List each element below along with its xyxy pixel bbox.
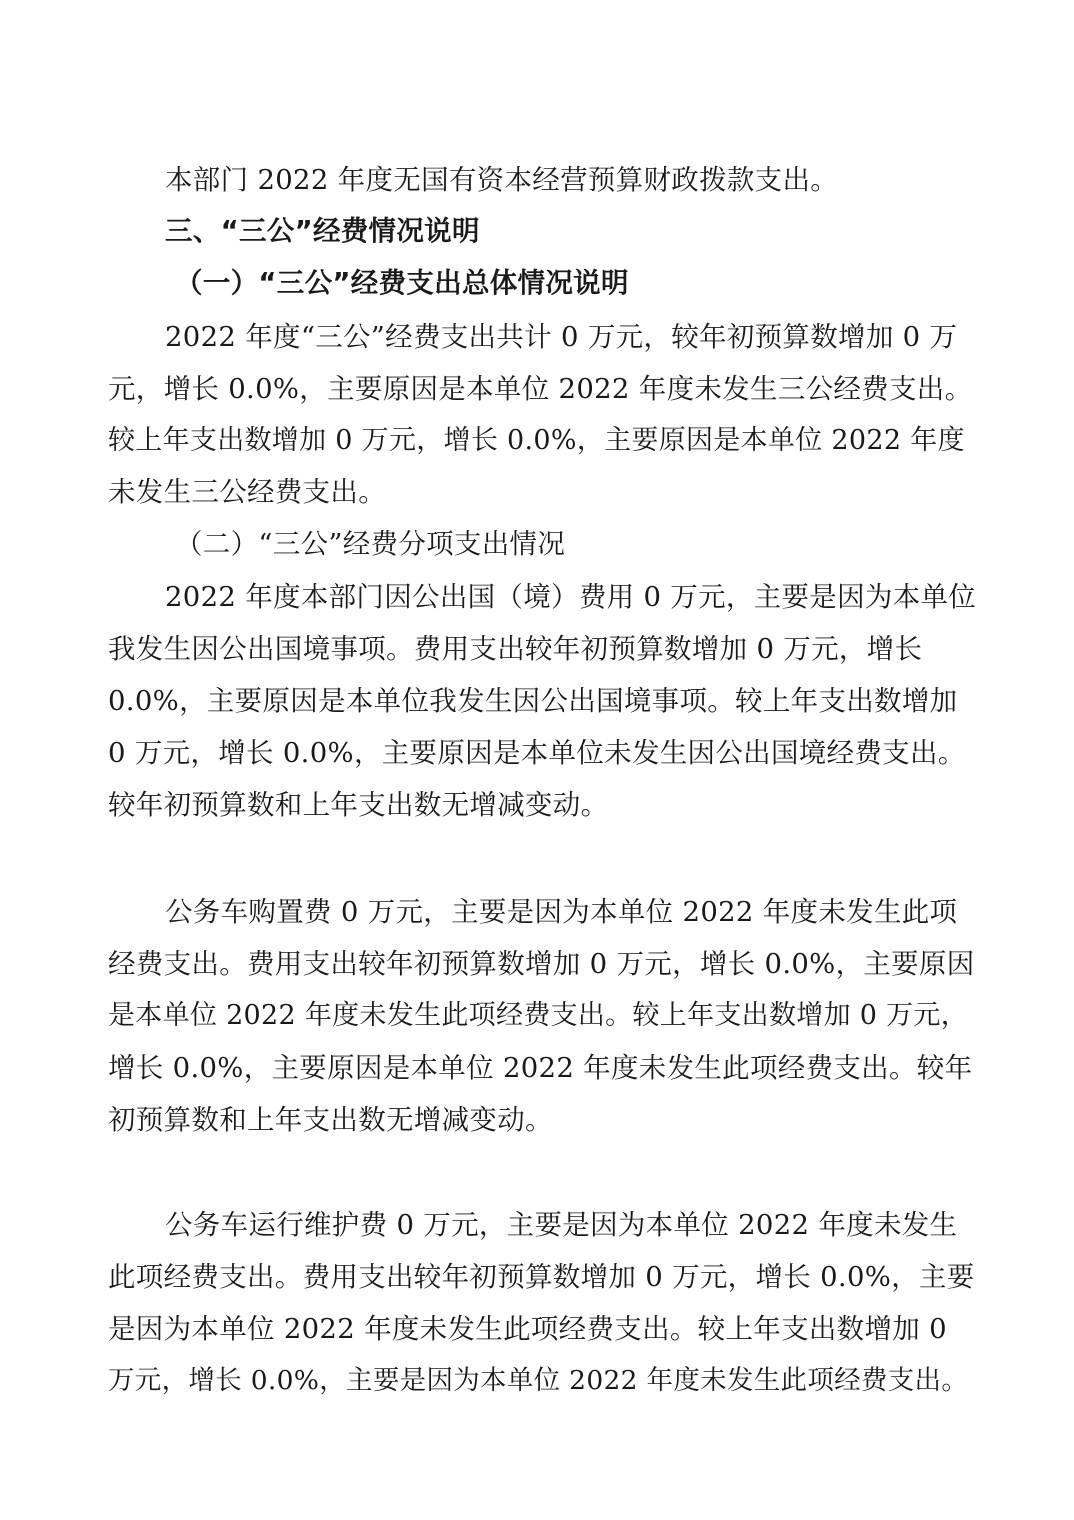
paragraph-line: 2022 年度本部门因公出国（境）费用 0 万元，主要是因为本单位 bbox=[165, 581, 977, 613]
paragraph-line: 初预算数和上年支出数无增减变动。 bbox=[108, 1104, 553, 1136]
paragraph-line: 元，增长 0.0%，主要原因是本单位 2022 年度未发生三公经费支出。 bbox=[108, 373, 973, 405]
paragraph-line: 万元，增长 0.0%，主要是因为本单位 2022 年度未发生此项经费支出。 bbox=[108, 1365, 969, 1396]
paragraph-line: 0 万元，增长 0.0%，主要原因是本单位未发生因公出国境经费支出。 bbox=[108, 737, 966, 769]
subsection-heading: （一）“三公”经费支出总体情况说明 bbox=[175, 267, 629, 299]
paragraph-line: 2022 年度“三公”经费支出共计 0 万元，较年初预算数增加 0 万 bbox=[165, 321, 958, 353]
paragraph-line: 我发生因公出国境事项。费用支出较年初预算数增加 0 万元，增长 bbox=[108, 633, 923, 665]
paragraph-line: 较年初预算数和上年支出数无增减变动。 bbox=[108, 789, 609, 821]
subsection-heading: （二）“三公”经费分项支出情况 bbox=[175, 528, 566, 560]
paragraph-line: 未发生三公经费支出。 bbox=[108, 476, 386, 508]
paragraph-line: 经费支出。费用支出较年初预算数增加 0 万元，增长 0.0%，主要原因 bbox=[108, 948, 975, 980]
paragraph-line: 是因为本单位 2022 年度未发生此项经费支出。较上年支出数增加 0 bbox=[108, 1313, 947, 1345]
paragraph-line: 是本单位 2022 年度未发生此项经费支出。较上年支出数增加 0 万元， bbox=[108, 1000, 969, 1031]
paragraph-line: 公务车购置费 0 万元，主要是因为本单位 2022 年度未发生此项 bbox=[165, 896, 958, 928]
paragraph-line: 此项经费支出。费用支出较年初预算数增加 0 万元，增长 0.0%，主要 bbox=[108, 1261, 975, 1293]
section-heading: 三、“三公”经费情况说明 bbox=[165, 215, 480, 247]
paragraph-line: 较上年支出数增加 0 万元，增长 0.0%，主要原因是本单位 2022 年度 bbox=[108, 425, 965, 456]
paragraph-line: 本部门 2022 年度无国有资本经营预算财政拨款支出。 bbox=[165, 164, 839, 196]
paragraph-line: 公务车运行维护费 0 万元，主要是因为本单位 2022 年度未发生 bbox=[165, 1209, 958, 1241]
paragraph-line: 增长 0.0%，主要原因是本单位 2022 年度未发生此项经费支出。较年 bbox=[108, 1052, 973, 1084]
paragraph-line: 0.0%，主要原因是本单位我发生因公出国境事项。较上年支出数增加 bbox=[108, 685, 958, 717]
